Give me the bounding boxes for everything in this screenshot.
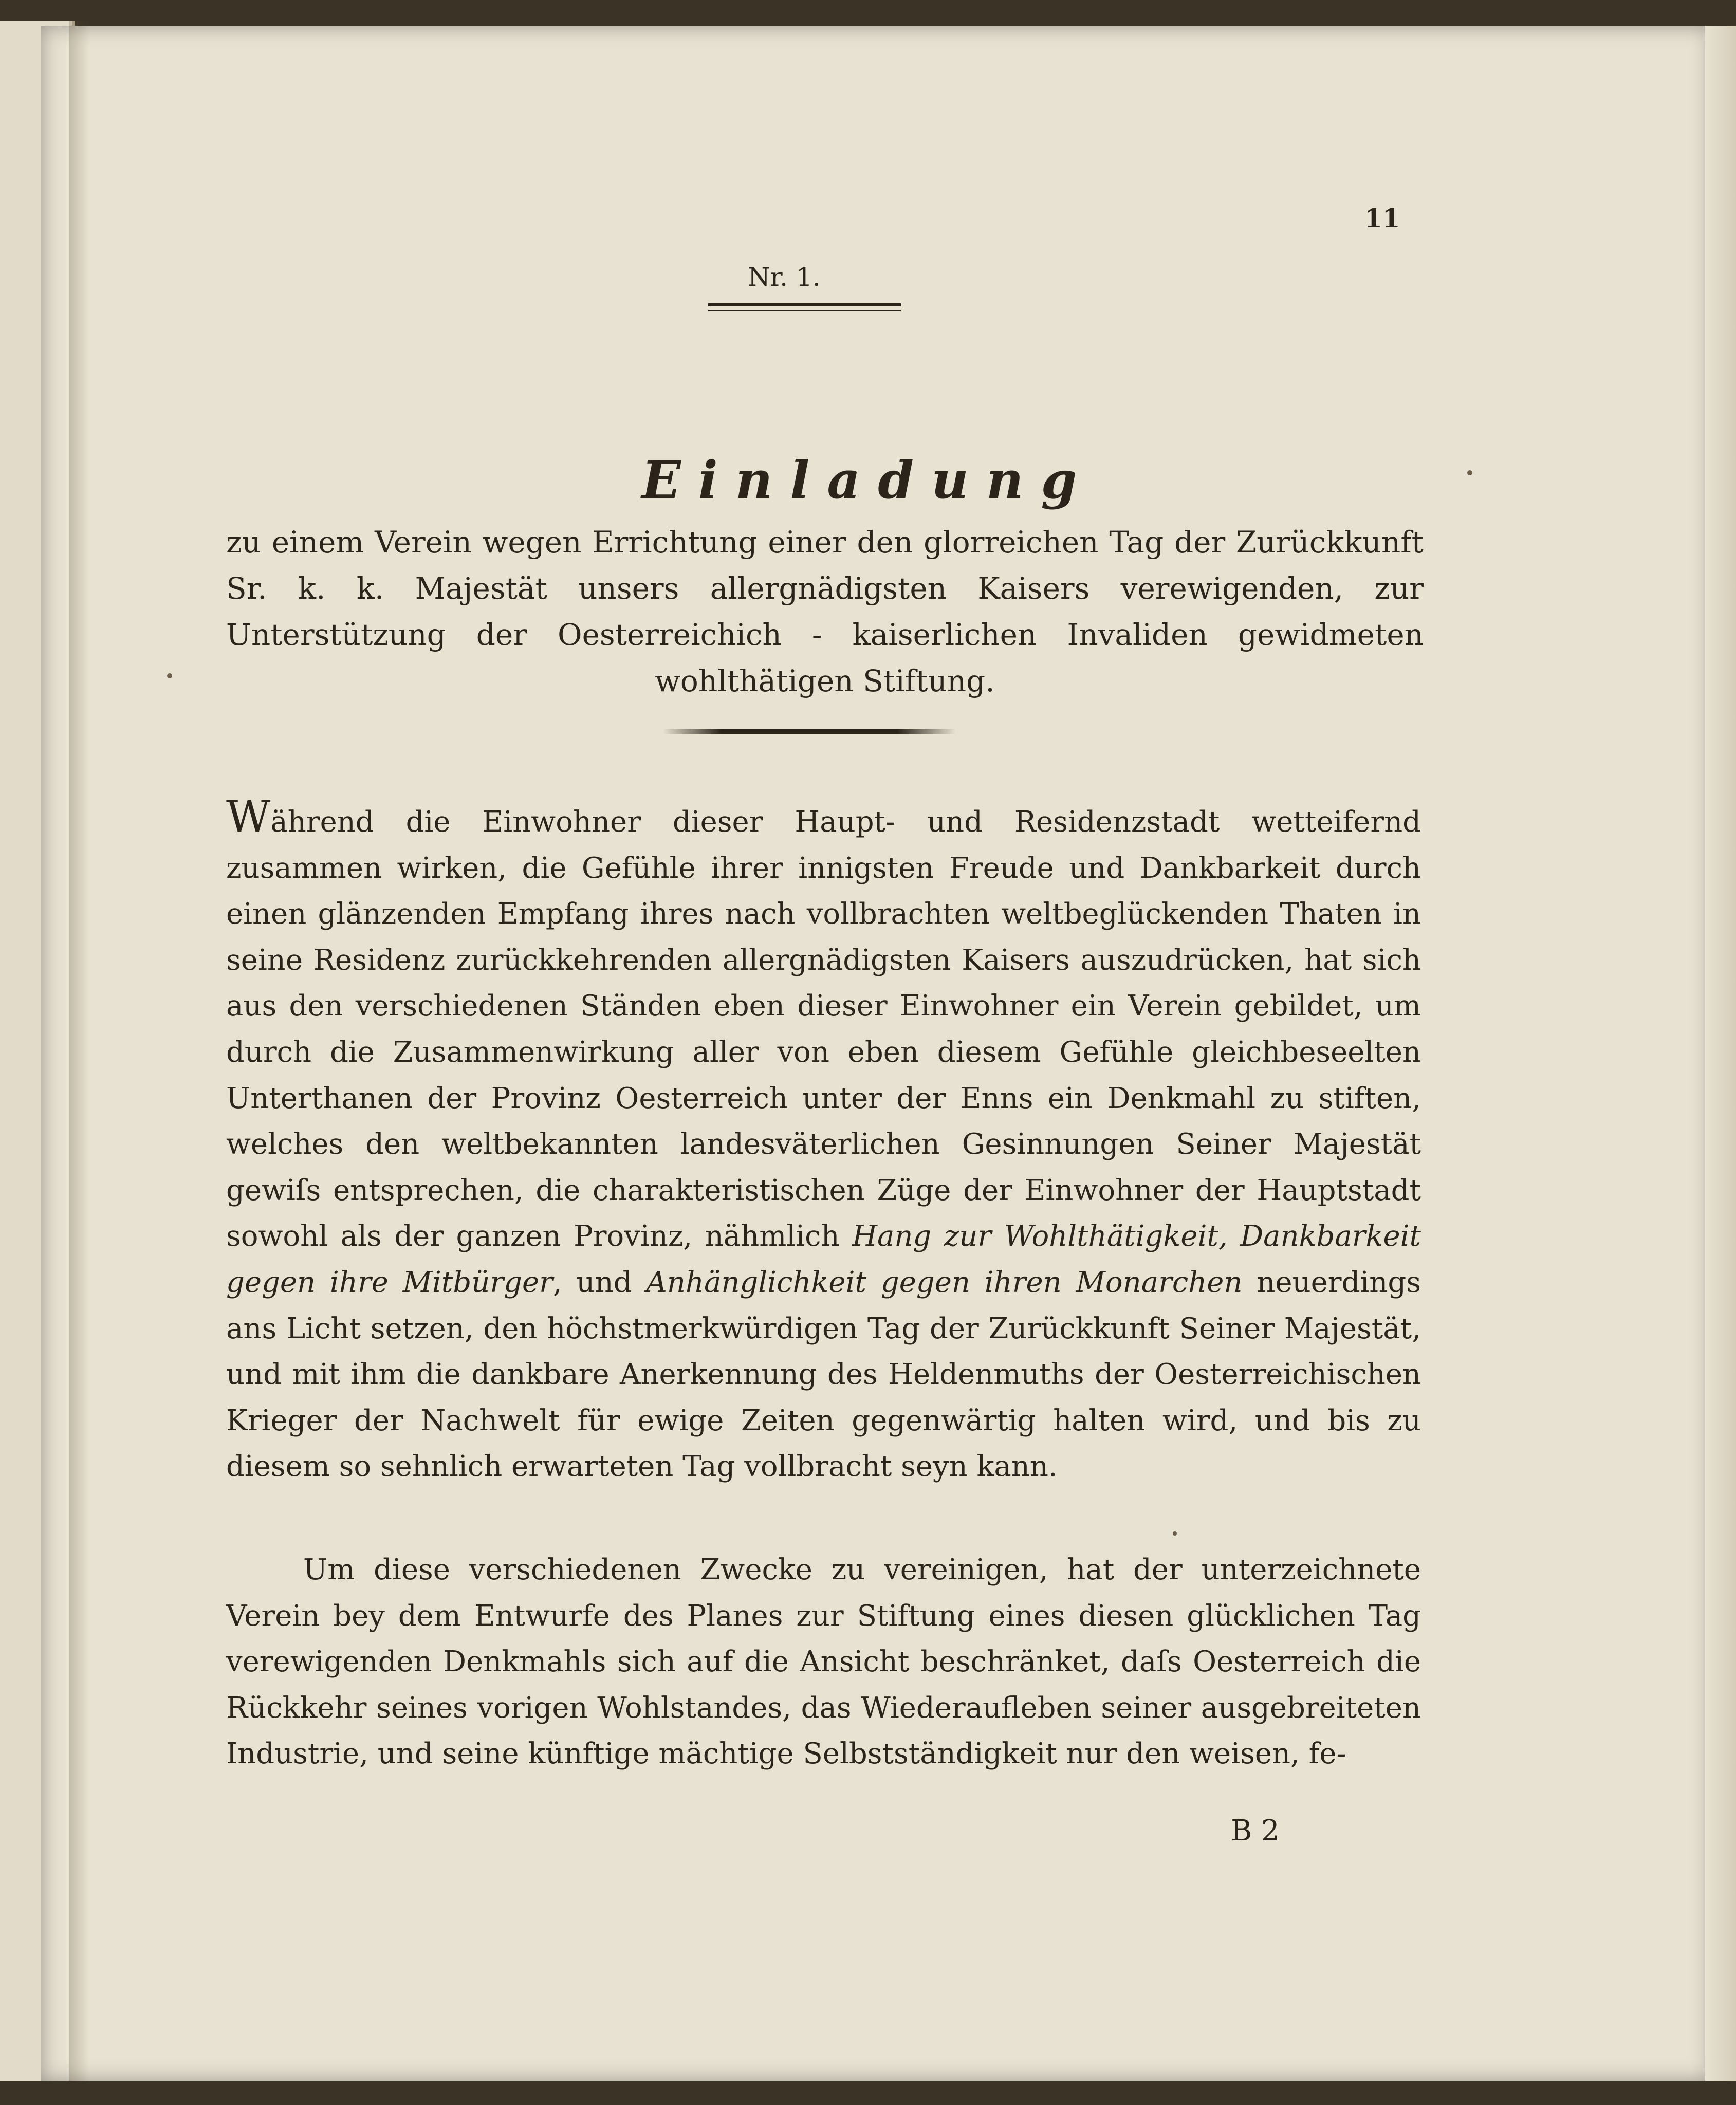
page-number: 11 [1364, 203, 1400, 233]
paper-speck [1467, 470, 1472, 475]
section-rule-thin [708, 310, 901, 311]
section-rule [708, 303, 901, 306]
drop-letter: W [226, 791, 271, 842]
page-subtitle: zu einem Verein wegen Errichtung einer den glorreichen Tag der Zurückkunft Sr. k. k. Majestät unsers allergnädigsten Kaisers verewigenden, zur Unterstützung der Oesterreichich - kaiserlichen Invaliden gewidmeten wohlthätigen Stiftung. [226, 525, 1424, 698]
paragraph-1-text-a: ährend die Einwohner dieser Haupt- und Residenzstadt wetteifernd zusammen wirken, die Gefühle ihrer innigsten Freude und Dankbarkeit durch einen glänzenden Empfang ihres nach vollbrachten weltbeglückenden Thaten in seine Residenz zurückkehrenden allergnädigsten Kaisers auszudrücken, hat sich aus den verschiedenen Ständen eben dieser Einwohner ein Verein gebildet, um durch die Zusammenwirkung aller von eben diesem Gefühle gleichbeseelten Unterthanen der Provinz Oesterreich unter der Enns ein Denkmahl zu stiften, welches den weltbekannten landesväterlichen Gesinnungen Seiner Majestät gewiſs entsprechen, die charakteristischen Züge der Einwohner der Hauptstadt sowohl als der ganzen Provinz, nähmlich [226, 805, 1421, 1253]
paragraph-1-text-b: , und [552, 1265, 647, 1299]
paper-speck [167, 673, 172, 678]
paragraph-1 [226, 791, 1421, 1490]
paragraph-1-emphasis-2: Anhänglichkeit gegen ihren Monarchen [646, 1265, 1243, 1299]
title-divider [663, 729, 956, 734]
paper-speck [1173, 1531, 1177, 1536]
section-number: Nr. 1. [748, 262, 821, 292]
paragraph-1-emphasis-1: Hang zur Wohlthätigkeit, Dankbarkeit gegen ihre Mitbürger [226, 1220, 1421, 1299]
gutter-shadow [69, 21, 89, 2081]
paragraph-2: Um diese verschiedenen Zwecke zu vereinigen, hat der unterzeichnete Verein bey dem Entwurfe des Planes zur Stiftung eines diesen glücklichen Tag verewigenden Denkmahls sich auf die Ansicht beschränket, daſs Oesterreich die Rückkehr seines vorigen Wohlstandes, das Wiederaufleben seiner ausgebreiteten Industrie, und seine künftige mächtige Selbstständigkeit nur den weisen, fe- [226, 1553, 1421, 1771]
page-edge-right [1705, 26, 1736, 2081]
signature-mark: B 2 [1231, 1814, 1280, 1848]
paragraph-1-text-c: neuerdings ans Licht setzen, den höchstmerkwürdigen Tag der Zurückkunft Seiner Majestät, und mit ihm die dankbare Anerkennung des Heldenmuths der Oesterreichischen Krieger der Nachwelt für ewige Zeiten gegenwärtig halten wird, und bis zu diesem so sehnlich erwarteten Tag vollbracht seyn kann. [226, 1265, 1421, 1484]
page-title: Einladung [641, 450, 1095, 510]
